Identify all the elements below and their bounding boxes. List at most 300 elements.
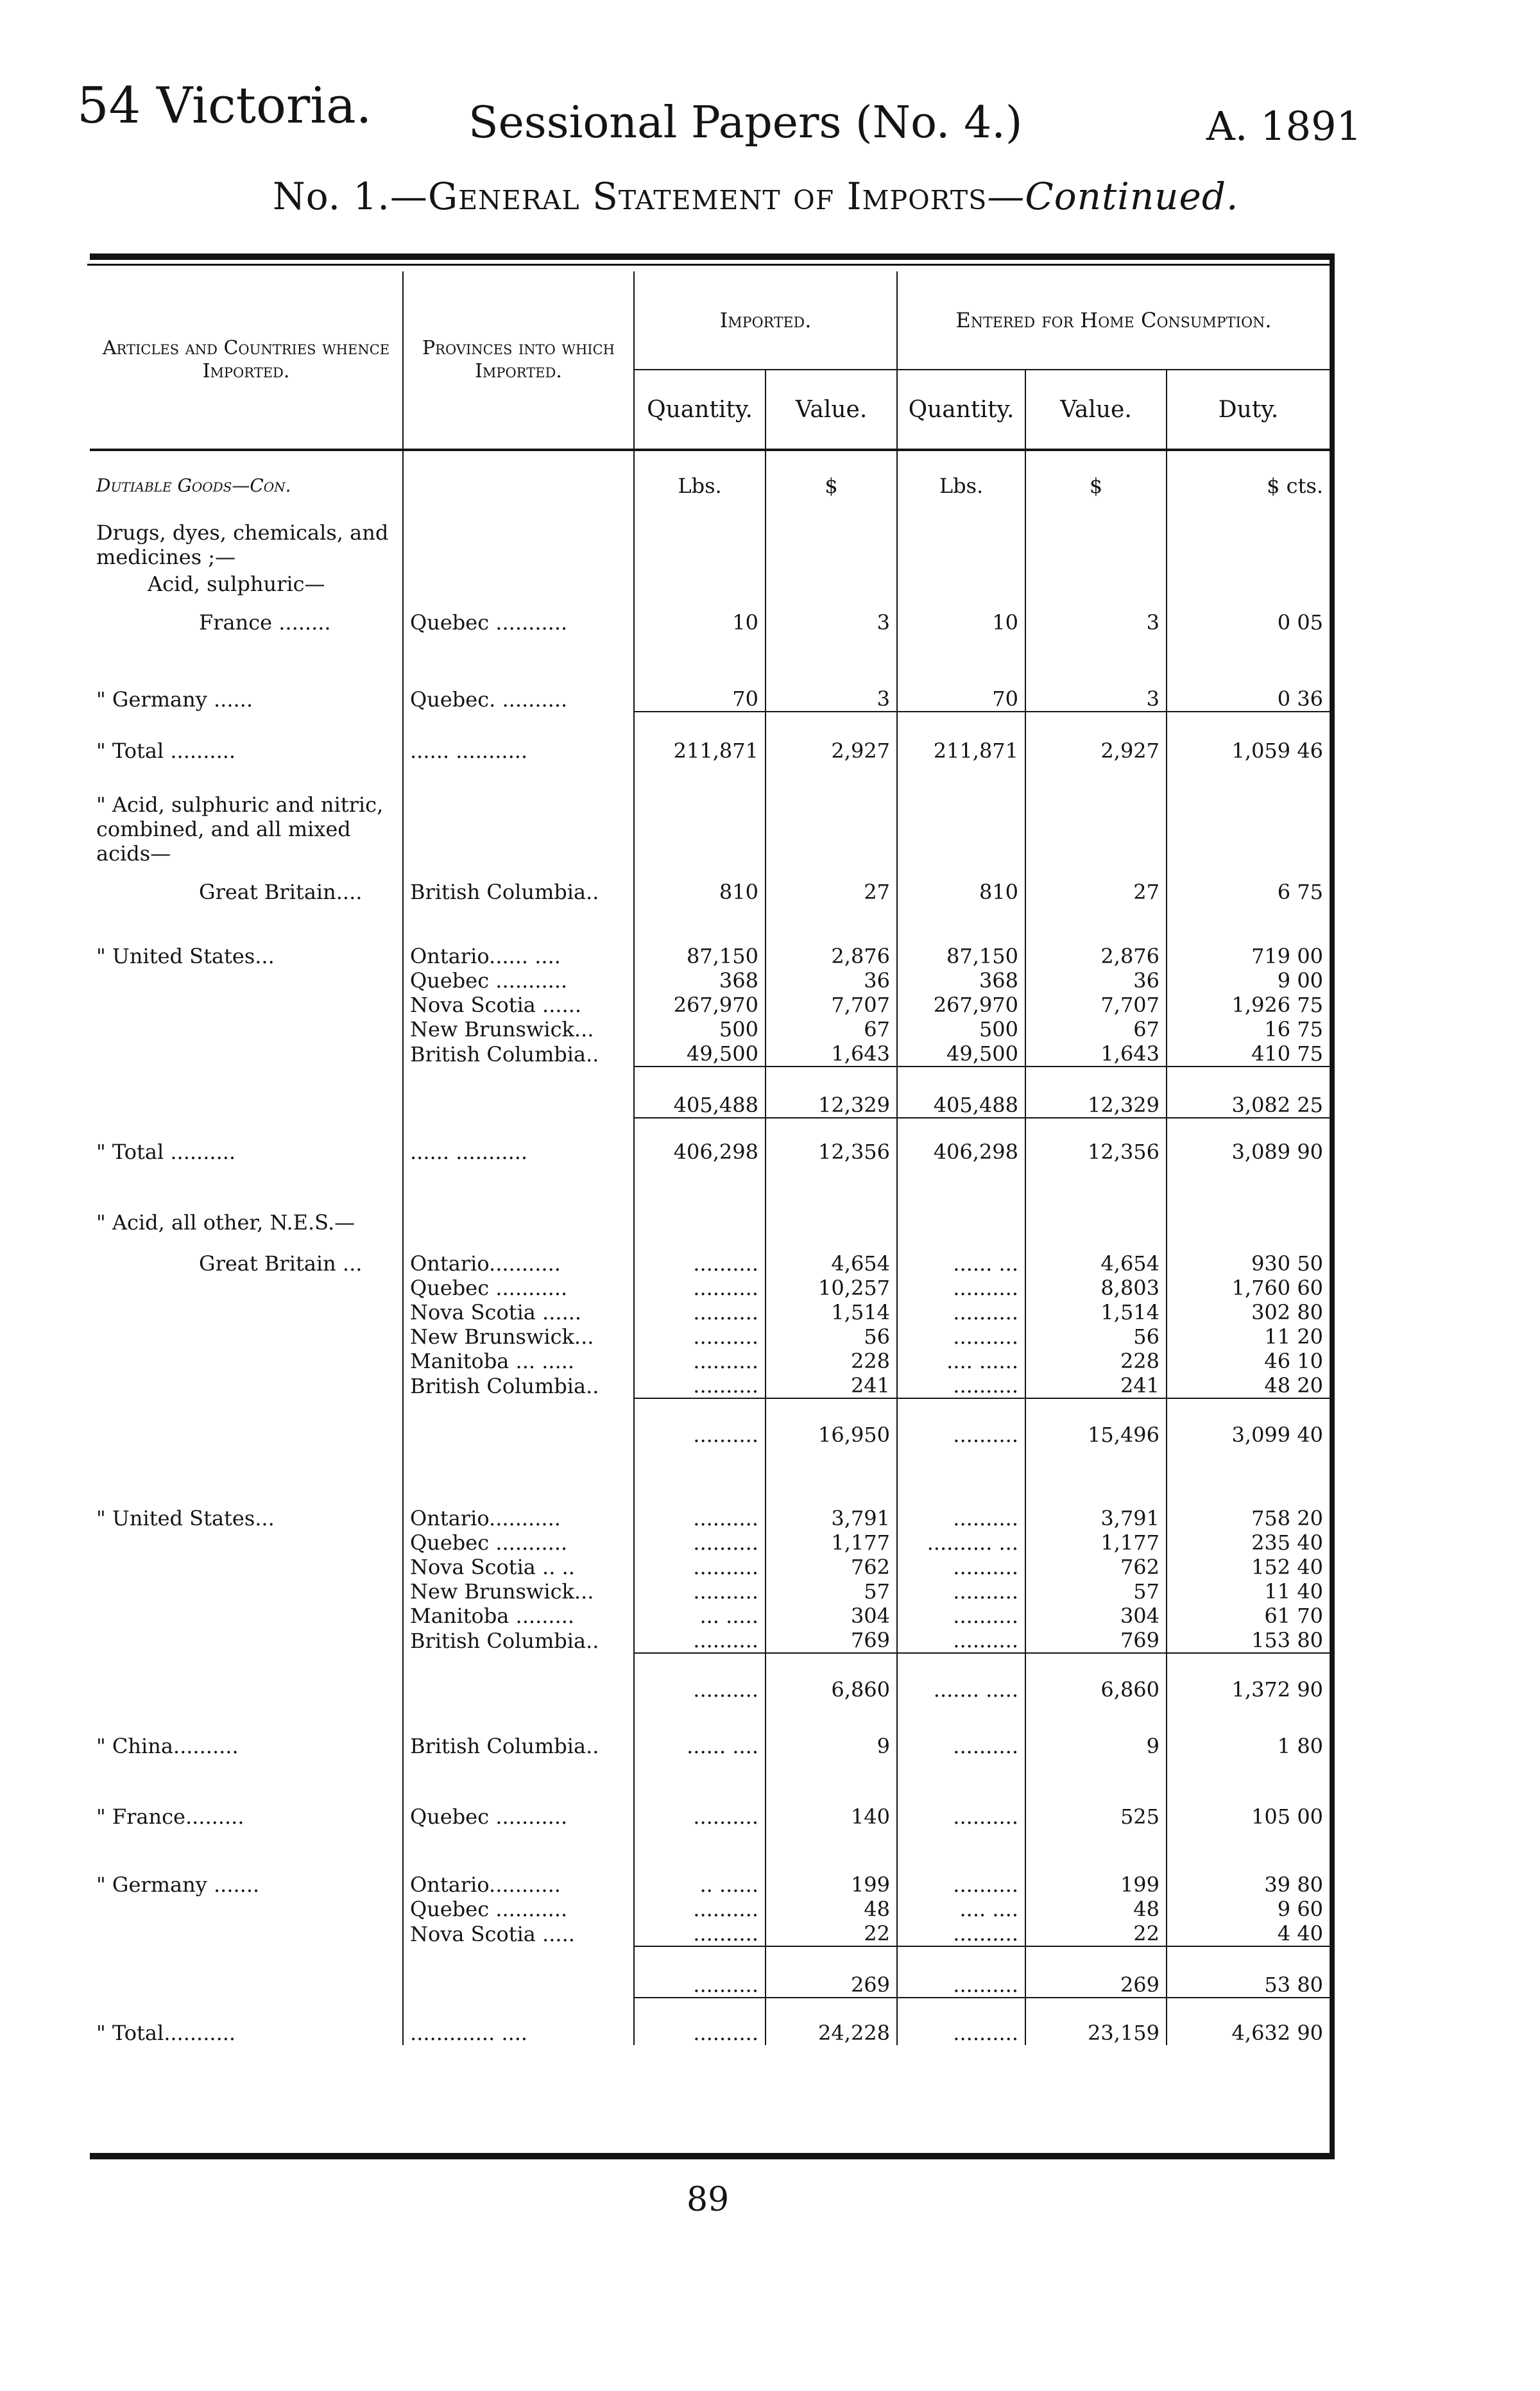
province-cell: Manitoba ... ..... [403, 1349, 634, 1373]
imported-value-cell: 1,177 [766, 1530, 897, 1555]
home-value-cell: 56 [1025, 1324, 1167, 1349]
home-value-cell: 7,707 [1025, 993, 1167, 1017]
duty-cell: 61 70 [1264, 1604, 1324, 1628]
imported-value-cell: 241 [766, 1373, 897, 1398]
imported-quantity-cell: .......... [634, 1758, 766, 1829]
imported-value-cell: 769 [766, 1628, 897, 1653]
imported-value-cell: 3 [766, 635, 897, 712]
imported-quantity-cell: .......... [634, 1235, 766, 1276]
home-quantity-cell: ...... ... [897, 1235, 1025, 1276]
table-row [90, 1946, 1330, 1998]
imported-quantity-cell [634, 569, 766, 596]
page-header [0, 0, 1540, 218]
home-quantity-cell: 211,871 [897, 712, 1025, 763]
imported-value-cell: 16,950 [766, 1398, 897, 1447]
imported-value-cell: 3 [766, 596, 897, 635]
home-quantity-cell: ....... ..... [897, 1653, 1025, 1702]
imported-quantity-cell: .......... [634, 1530, 766, 1555]
table-row [90, 1349, 1330, 1373]
home-quantity-cell: .......... [897, 1300, 1025, 1324]
home-quantity-cell [897, 1164, 1025, 1235]
article-cell [90, 1041, 403, 1067]
duty-cell: 3,082 25 [1167, 1067, 1330, 1118]
imported-value-cell: 1,514 [766, 1300, 897, 1324]
duty-cell: 11 20 [1264, 1324, 1324, 1349]
home-quantity-cell: .......... [897, 1276, 1025, 1300]
article-cell [90, 1897, 403, 1921]
imported-quantity-cell: 810 [634, 866, 766, 904]
imported-quantity-cell: .......... [634, 1897, 766, 1921]
article-cell [90, 1349, 403, 1373]
imported-value-cell: 228 [766, 1349, 897, 1373]
province-cell: Ontario...... .... [403, 904, 634, 968]
home-value-cell: 269 [1025, 1946, 1167, 1998]
home-quantity-cell: .......... [897, 1702, 1025, 1758]
units-row [90, 450, 1330, 520]
duty-cell: 235 40 [1251, 1530, 1324, 1555]
duty-cell: 53 80 [1167, 1946, 1330, 1998]
duty-cell: 1,059 46 [1167, 712, 1330, 763]
province-cell: Quebec ........... [403, 1276, 634, 1300]
table-row [90, 1447, 1330, 1530]
home-value-cell: 12,329 [1025, 1067, 1167, 1118]
table-row [90, 1530, 1330, 1555]
table-row [90, 1235, 1330, 1276]
home-value-cell: 4,654 [1025, 1235, 1167, 1276]
province-cell: Manitoba ......... [403, 1604, 634, 1628]
article-cell [90, 1604, 403, 1628]
imported-quantity-cell: .......... [634, 1373, 766, 1398]
province-cell [403, 569, 634, 596]
table-row [90, 1653, 1330, 1702]
duty-cell: 105 00 [1251, 1804, 1324, 1829]
home-value-cell: 1,643 [1025, 1041, 1167, 1067]
home-quantity-cell [897, 569, 1025, 596]
home-value-cell: 769 [1025, 1628, 1167, 1653]
home-value-cell [1025, 1164, 1167, 1235]
imported-quantity-cell: 211,871 [634, 712, 766, 763]
province-cell: Nova Scotia .. .. [403, 1555, 634, 1579]
section-label: Dutiable Goods—Con. [90, 450, 403, 520]
imported-value-cell: 10,257 [766, 1276, 897, 1300]
home-quantity-cell: .......... [897, 1398, 1025, 1447]
home-quantity-cell: .......... [897, 1921, 1025, 1946]
imported-value-cell: 12,329 [766, 1067, 897, 1118]
home-value-cell: 762 [1025, 1555, 1167, 1579]
article-cell: " Total........... [90, 1998, 403, 2045]
imported-value-cell: 7,707 [766, 993, 897, 1017]
home-quantity-cell: .......... [897, 1579, 1025, 1604]
article-cell [90, 1067, 403, 1118]
table-row [90, 763, 1330, 866]
statement-number: No. 1.— [273, 175, 428, 218]
home-quantity-cell: .......... [897, 1946, 1025, 1998]
province-cell: Quebec ........... [403, 1758, 634, 1829]
duty-cell [1167, 520, 1330, 569]
home-value-cell: 228 [1025, 1349, 1167, 1373]
province-cell [403, 1164, 634, 1235]
unit-dollar: $ [766, 450, 897, 520]
home-value-cell: 3 [1025, 596, 1167, 635]
home-value-cell [1025, 763, 1167, 866]
article-cell: France ........ [90, 596, 403, 635]
home-value-cell: 1,514 [1025, 1300, 1167, 1324]
home-quantity-cell: 500 [897, 1017, 1025, 1041]
home-value-cell: 2,876 [1025, 904, 1167, 968]
table-row [90, 1324, 1330, 1349]
table-row [90, 1041, 1330, 1067]
imported-value-cell: 67 [766, 1017, 897, 1041]
statement-name: General Statement of Imports [427, 175, 988, 218]
home-quantity-cell: .......... [897, 1998, 1025, 2045]
home-quantity-cell: 406,298 [897, 1118, 1025, 1164]
home-value-cell: 525 [1025, 1758, 1167, 1829]
imported-value-cell: 304 [766, 1604, 897, 1628]
col-header-value-home: Value. [1025, 370, 1167, 450]
home-quantity-cell: .......... [897, 1758, 1025, 1829]
col-header-value: Value. [766, 370, 897, 450]
imported-value-cell: 2,876 [766, 904, 897, 968]
imported-value-cell: 269 [766, 1946, 897, 1998]
home-value-cell: 2,927 [1025, 712, 1167, 763]
article-cell [90, 1324, 403, 1349]
home-quantity-cell: 405,488 [897, 1067, 1025, 1118]
article-cell: " China.......... [90, 1702, 403, 1758]
home-value-cell: 9 [1025, 1702, 1167, 1758]
article-cell: Great Britain.... [90, 866, 403, 904]
article-cell [90, 1555, 403, 1579]
duty-cell: 9 00 [1277, 968, 1324, 993]
sessional-papers-title: Sessional Papers (No. 4.) [468, 98, 1023, 148]
province-cell: Quebec. .......... [403, 635, 634, 712]
imported-quantity-cell: .......... [634, 1276, 766, 1300]
province-cell [403, 763, 634, 866]
home-quantity-cell: .......... [897, 1829, 1025, 1897]
home-value-cell: 15,496 [1025, 1398, 1167, 1447]
province-cell [403, 520, 634, 569]
table-row [90, 520, 1330, 569]
duty-cell: 4 40 [1277, 1921, 1324, 1946]
imported-value-cell: 6,860 [766, 1653, 897, 1702]
home-quantity-cell: .......... [897, 1373, 1025, 1398]
statement-title [273, 175, 1238, 218]
imported-quantity-cell: 368 [634, 968, 766, 993]
article-cell: " United States... [90, 1447, 403, 1530]
duty-cell: 4,632 90 [1167, 1998, 1330, 2045]
article-cell: " Germany ...... [90, 635, 403, 712]
table-row [90, 1118, 1330, 1164]
home-value-cell: 304 [1025, 1604, 1167, 1628]
province-cell: Ontario........... [403, 1447, 634, 1530]
province-cell: British Columbia.. [403, 1628, 634, 1653]
article-cell [90, 968, 403, 993]
home-value-cell: 3,791 [1025, 1447, 1167, 1530]
province-cell: ...... ........... [403, 1118, 634, 1164]
duty-cell [1167, 1164, 1330, 1235]
table-row [90, 1579, 1330, 1604]
table-row [90, 1398, 1330, 1447]
duty-cell: 152 40 [1251, 1555, 1324, 1579]
home-value-cell: 48 [1025, 1897, 1167, 1921]
imported-value-cell: 12,356 [766, 1118, 897, 1164]
article-cell [90, 1300, 403, 1324]
unit-dollar-home: $ [1025, 450, 1167, 520]
province-cell: ............. .... [403, 1998, 634, 2045]
unit-lbs-home: Lbs. [897, 450, 1025, 520]
duty-cell: 302 80 [1251, 1300, 1324, 1324]
table-row [90, 993, 1330, 1017]
home-quantity-cell: 810 [897, 866, 1025, 904]
imported-quantity-cell: 405,488 [634, 1067, 766, 1118]
home-value-cell: 199 [1025, 1829, 1167, 1897]
home-quantity-cell: .... ...... [897, 1349, 1025, 1373]
duty-cell: 1,760 60 [1231, 1276, 1324, 1300]
province-cell: British Columbia.. [403, 1041, 634, 1067]
imported-value-cell [766, 569, 897, 596]
home-quantity-cell: 87,150 [897, 904, 1025, 968]
imported-quantity-cell: .......... [634, 1349, 766, 1373]
province-cell: British Columbia.. [403, 866, 634, 904]
imported-value-cell: 199 [766, 1829, 897, 1897]
table-row [90, 569, 1330, 596]
home-value-cell: 22 [1025, 1921, 1167, 1946]
table-row [90, 1555, 1330, 1579]
table-row [90, 596, 1330, 635]
province-cell: Nova Scotia ...... [403, 993, 634, 1017]
table-row [90, 1758, 1330, 1829]
province-cell [403, 1653, 634, 1702]
duty-cell [1167, 569, 1330, 596]
imported-value-cell: 4,654 [766, 1235, 897, 1276]
imported-quantity-cell: 267,970 [634, 993, 766, 1017]
home-quantity-cell: 267,970 [897, 993, 1025, 1017]
home-quantity-cell [897, 520, 1025, 569]
article-cell: Drugs, dyes, chemicals, and medicines ;— [90, 520, 403, 569]
imported-quantity-cell: .......... [634, 1300, 766, 1324]
duty-cell: 11 40 [1264, 1579, 1324, 1604]
table-row [90, 1628, 1330, 1653]
imported-quantity-cell [634, 763, 766, 866]
imported-value-cell: 762 [766, 1555, 897, 1579]
imported-quantity-cell: 500 [634, 1017, 766, 1041]
session-label: 54 Victoria. [77, 77, 372, 135]
table-row [90, 1998, 1330, 2045]
imported-quantity-cell: .......... [634, 1653, 766, 1702]
article-cell [90, 1579, 403, 1604]
province-cell [403, 1067, 634, 1118]
table-row [90, 1702, 1330, 1758]
home-value-cell: 1,177 [1025, 1530, 1167, 1555]
col-header-provinces: Provinces into which Imported. [403, 271, 634, 450]
province-cell: New Brunswick... [403, 1324, 634, 1349]
imported-quantity-cell [634, 520, 766, 569]
home-quantity-cell: 368 [897, 968, 1025, 993]
table-row [90, 635, 1330, 712]
table-row [90, 1017, 1330, 1041]
imported-quantity-cell: .......... [634, 1921, 766, 1946]
duty-cell: 6 75 [1277, 880, 1324, 904]
province-cell: Ontario........... [403, 1235, 634, 1276]
article-cell: " Total .......... [90, 1118, 403, 1164]
imported-quantity-cell: 87,150 [634, 904, 766, 968]
duty-cell: 1,926 75 [1231, 993, 1324, 1017]
home-quantity-cell: .......... ... [897, 1530, 1025, 1555]
imported-value-cell: 140 [766, 1758, 897, 1829]
table-row [90, 866, 1330, 904]
province-cell [403, 1946, 634, 1998]
imported-value-cell: 36 [766, 968, 897, 993]
article-cell [90, 1946, 403, 1998]
home-value-cell: 67 [1025, 1017, 1167, 1041]
table-row [90, 1164, 1330, 1235]
statement-continued: —Continued. [987, 175, 1239, 218]
article-cell [90, 1373, 403, 1398]
province-cell: British Columbia.. [403, 1373, 634, 1398]
imports-table-frame [90, 253, 1335, 2159]
table-row [90, 1921, 1330, 1946]
home-value-cell: 8,803 [1025, 1276, 1167, 1300]
article-cell [90, 1653, 403, 1702]
imported-quantity-cell: 70 [634, 635, 766, 712]
home-value-cell: 3 [1025, 635, 1167, 712]
col-header-quantity: Quantity. [634, 370, 766, 450]
article-cell [90, 1628, 403, 1653]
imported-value-cell: 3,791 [766, 1447, 897, 1530]
home-value-cell [1025, 520, 1167, 569]
imported-value-cell [766, 520, 897, 569]
home-value-cell: 6,860 [1025, 1653, 1167, 1702]
table-row [90, 1897, 1330, 1921]
duty-cell: 39 80 [1264, 1873, 1324, 1897]
home-quantity-cell [897, 763, 1025, 866]
article-cell: " Acid, sulphuric and nitric, combined, and all mixed acids— [90, 763, 403, 866]
home-quantity-cell: .......... [897, 1555, 1025, 1579]
duty-cell: 0 05 [1277, 610, 1324, 635]
province-cell: Quebec ........... [403, 1897, 634, 1921]
duty-cell: 930 50 [1251, 1251, 1324, 1276]
home-quantity-cell: 10 [897, 596, 1025, 635]
page-number: 89 [687, 2181, 730, 2219]
article-cell [90, 1530, 403, 1555]
article-cell: " United States... [90, 904, 403, 968]
province-cell: Quebec ........... [403, 968, 634, 993]
table-row [90, 1067, 1330, 1118]
home-quantity-cell: 49,500 [897, 1041, 1025, 1067]
unit-duty: $ cts. [1267, 474, 1324, 498]
duty-cell: 16 75 [1264, 1017, 1324, 1041]
imported-value-cell [766, 1164, 897, 1235]
duty-cell: 758 20 [1251, 1506, 1324, 1530]
home-value-cell: 12,356 [1025, 1118, 1167, 1164]
home-quantity-cell: .......... [897, 1604, 1025, 1628]
table-row [90, 1604, 1330, 1628]
imported-value-cell: 56 [766, 1324, 897, 1349]
imported-value-cell: 27 [766, 866, 897, 904]
imported-quantity-cell [634, 1164, 766, 1235]
imported-quantity-cell: .......... [634, 1579, 766, 1604]
table-body [90, 520, 1330, 2045]
duty-cell [1167, 763, 1330, 866]
imported-value-cell: 57 [766, 1579, 897, 1604]
duty-cell: 48 20 [1264, 1373, 1324, 1398]
col-header-duty: Duty. [1167, 370, 1330, 450]
imported-quantity-cell: 406,298 [634, 1118, 766, 1164]
table-row [90, 1300, 1330, 1324]
imported-quantity-cell: .......... [634, 1447, 766, 1530]
article-cell [90, 1398, 403, 1447]
duty-cell: 46 10 [1264, 1349, 1324, 1373]
imported-quantity-cell: .......... [634, 1628, 766, 1653]
imported-quantity-cell: ... ..... [634, 1604, 766, 1628]
table-row [90, 712, 1330, 763]
duty-cell: 3,099 40 [1167, 1398, 1330, 1447]
table-row [90, 904, 1330, 968]
table-row [90, 968, 1330, 993]
imported-quantity-cell: .......... [634, 1324, 766, 1349]
article-cell: " Germany ....... [90, 1829, 403, 1897]
home-value-cell: 27 [1025, 866, 1167, 904]
article-cell: " Acid, all other, N.E.S.— [90, 1164, 403, 1235]
province-cell: Nova Scotia ...... [403, 1300, 634, 1324]
province-cell: Quebec ........... [403, 1530, 634, 1555]
province-cell: Nova Scotia ..... [403, 1921, 634, 1946]
province-cell: New Brunswick... [403, 1017, 634, 1041]
imported-value-cell: 2,927 [766, 712, 897, 763]
province-cell: Ontario........... [403, 1829, 634, 1897]
province-cell: British Columbia.. [403, 1702, 634, 1758]
imported-quantity-cell: ...... .... [634, 1702, 766, 1758]
unit-lbs: Lbs. [634, 450, 766, 520]
duty-cell: 410 75 [1251, 1041, 1324, 1066]
home-value-cell: 23,159 [1025, 1998, 1167, 2045]
col-header-imported: Imported. [634, 271, 897, 370]
duty-cell: 0 36 [1277, 687, 1324, 711]
duty-cell: 153 80 [1251, 1628, 1324, 1652]
imported-value-cell: 9 [766, 1702, 897, 1758]
article-cell: " France......... [90, 1758, 403, 1829]
article-cell [90, 1017, 403, 1041]
home-quantity-cell: .......... [897, 1447, 1025, 1530]
article-cell: Acid, sulphuric— [90, 569, 403, 596]
imports-table [90, 271, 1330, 2045]
imported-quantity-cell: .......... [634, 1398, 766, 1447]
imported-value-cell: 1,643 [766, 1041, 897, 1067]
home-quantity-cell: .......... [897, 1324, 1025, 1349]
imported-value-cell: 24,228 [766, 1998, 897, 2045]
home-quantity-cell: .... .... [897, 1897, 1025, 1921]
col-header-articles: Articles and Countries whence Imported. [90, 271, 403, 450]
imported-quantity-cell: 49,500 [634, 1041, 766, 1067]
imported-value-cell: 48 [766, 1897, 897, 1921]
table-row [90, 1373, 1330, 1398]
imported-quantity-cell: .......... [634, 1998, 766, 2045]
province-cell [403, 1398, 634, 1447]
duty-cell: 3,089 90 [1167, 1118, 1330, 1164]
province-cell: ...... ........... [403, 712, 634, 763]
article-cell: Great Britain ... [90, 1235, 403, 1276]
home-value-cell [1025, 569, 1167, 596]
imported-quantity-cell: .......... [634, 1946, 766, 1998]
year-label: A. 1891 [1206, 103, 1362, 150]
duty-cell: 719 00 [1251, 944, 1324, 968]
table-row [90, 1276, 1330, 1300]
home-value-cell: 36 [1025, 968, 1167, 993]
home-quantity-cell: 70 [897, 635, 1025, 712]
col-header-quantity-home: Quantity. [897, 370, 1025, 450]
imported-quantity-cell: .......... [634, 1555, 766, 1579]
province-cell: New Brunswick... [403, 1579, 634, 1604]
article-cell [90, 993, 403, 1017]
